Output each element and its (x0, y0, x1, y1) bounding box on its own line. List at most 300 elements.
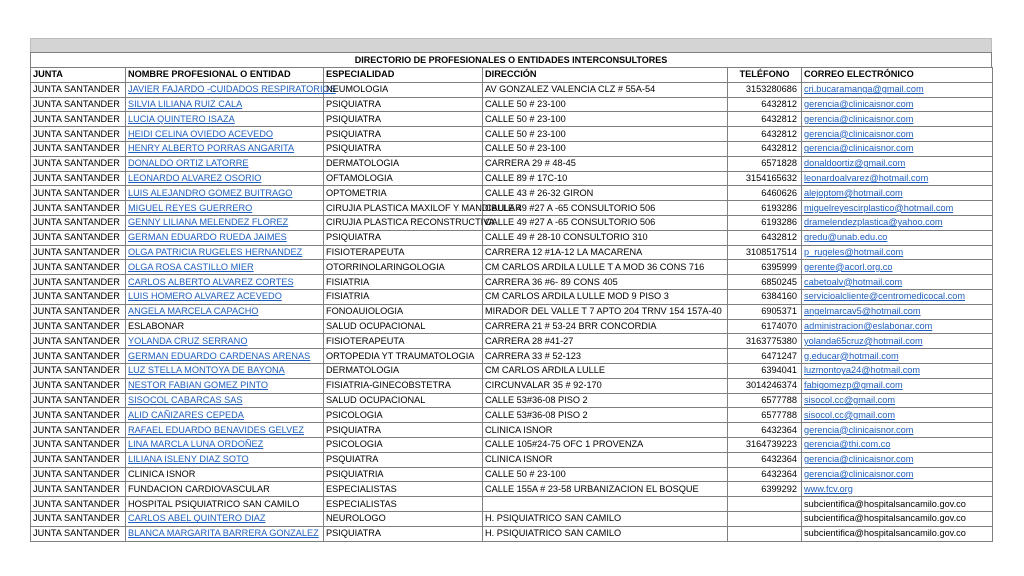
telefono-text: 3108517514 (745, 246, 797, 257)
especialidad-text: PSICOLOGIA (326, 409, 383, 420)
telefono-text: 6432812 (761, 128, 797, 139)
table-row (31, 230, 993, 245)
telefono-text: 6432364 (761, 424, 797, 435)
cell-telefono (728, 215, 802, 230)
junta-text: JUNTA SANTANDER (33, 513, 120, 524)
cell-nombre (126, 112, 324, 127)
telefono-text: 6432364 (761, 454, 797, 465)
cell-telefono (728, 452, 802, 467)
junta-text: JUNTA SANTANDER (33, 143, 120, 154)
telefono-text: 6395999 (761, 261, 797, 272)
table-row (31, 97, 993, 112)
nombre-link[interactable]: GERMAN EDUARDO RUEDA JAIMES (128, 232, 287, 243)
correo-link[interactable]: sisocol.cc@gmail.com (804, 409, 896, 420)
table-row (31, 363, 993, 378)
cell-junta (31, 319, 126, 334)
especialidad-text: FISIOTERAPEUTA (326, 246, 405, 257)
cell-nombre (126, 304, 324, 319)
correo-link[interactable]: administracion@eslabonar.com (804, 320, 933, 331)
nombre-link[interactable]: NESTOR FABIAN GOMEZ PINTO (128, 380, 269, 391)
cell-correo (802, 215, 993, 230)
especialidad-text: SALUD OCUPACIONAL (326, 394, 426, 405)
cell-especialidad (324, 482, 483, 497)
cell-direccion (483, 97, 728, 112)
cell-correo (802, 467, 993, 482)
correo-link[interactable]: yolanda65cruz@hotmail.com (804, 335, 923, 346)
cell-junta (31, 82, 126, 97)
table-row (31, 349, 993, 364)
correo-link[interactable]: cri.bucaramanga@gmail.com (804, 84, 924, 95)
table-row (31, 378, 993, 393)
cell-junta (31, 482, 126, 497)
especialidad-text: PSIQUIATRA (326, 143, 381, 154)
direccion-text: CM CARLOS ARDILA LULLE (485, 365, 605, 376)
cell-telefono (728, 171, 802, 186)
cell-especialidad (324, 511, 483, 526)
junta-text: JUNTA SANTANDER (33, 365, 120, 376)
correo-link[interactable]: dramelendezplastica@yahoo.com (804, 217, 943, 228)
cell-especialidad (324, 319, 483, 334)
nombre-link[interactable]: CARLOS ALBERTO ALVAREZ CORTES (128, 276, 294, 287)
cell-telefono (728, 156, 802, 171)
cell-direccion (483, 319, 728, 334)
cell-especialidad (324, 186, 483, 201)
especialidad-text: PSIQUIATRA (326, 98, 381, 109)
cell-nombre (126, 245, 324, 260)
junta-text: JUNTA SANTANDER (33, 291, 120, 302)
correo-link[interactable]: alejoptom@hotmail.com (804, 187, 903, 198)
cell-junta (31, 511, 126, 526)
especialidad-text: NEUROLOGO (326, 513, 386, 524)
direccion-text: CALLE 89 # 17C-10 (485, 172, 568, 183)
header-nombre: NOMBRE PROFESIONAL O ENTIDAD (126, 68, 324, 83)
telefono-text: 3154165632 (745, 172, 797, 183)
cell-junta (31, 112, 126, 127)
telefono-text: 6577788 (761, 409, 797, 420)
cell-correo (802, 334, 993, 349)
direccion-text: AV GONZALEZ VALENCIA CLZ # 55A-54 (485, 84, 656, 95)
cell-telefono (728, 437, 802, 452)
table-row (31, 408, 993, 423)
telefono-text: 6193286 (761, 202, 797, 213)
cell-especialidad (324, 82, 483, 97)
cell-direccion (483, 437, 728, 452)
telefono-text: 6399292 (761, 483, 797, 494)
correo-link[interactable]: fabigomezp@gmail.com (804, 380, 903, 391)
cell-nombre (126, 260, 324, 275)
table-row (31, 482, 993, 497)
cell-especialidad (324, 201, 522, 216)
direccion-text: CARRERA 28 #41-27 (485, 335, 574, 346)
correo-link[interactable]: leonardoalvarez@hotmail.com (804, 172, 929, 183)
cell-junta (31, 423, 126, 438)
cell-telefono (728, 319, 802, 334)
junta-text: JUNTA SANTANDER (33, 335, 120, 346)
nombre-link[interactable]: MIGUEL REYES GUERRERO (128, 202, 253, 213)
cell-telefono (728, 97, 802, 112)
table-body (31, 82, 993, 541)
correo-link[interactable]: www.fcv.org (804, 483, 853, 494)
cell-direccion (483, 423, 728, 438)
cell-direccion (483, 511, 728, 526)
cell-especialidad (324, 260, 483, 275)
junta-text: JUNTA SANTANDER (33, 172, 120, 183)
cell-nombre (126, 393, 324, 408)
cell-junta (31, 171, 126, 186)
direccion-text: CM CARLOS ARDILA LULLE MOD 9 PISO 3 (485, 291, 669, 302)
table-row (31, 141, 993, 156)
cell-nombre (126, 201, 324, 216)
table-row (31, 467, 993, 482)
nombre-link[interactable]: YOLANDA CRUZ SERRANO (128, 335, 248, 346)
cell-telefono (728, 245, 802, 260)
nombre-link[interactable]: LUZ STELLA MONTOYA DE BAYONA (128, 365, 285, 376)
nombre-link[interactable]: GENNY LILIANA MELENDEZ FLOREZ (128, 217, 289, 228)
direccion-text: CARRERA 36 #6- 89 CONS 405 (485, 276, 618, 287)
nombre-link[interactable]: LUIS ALEJANDRO GOMEZ BUITRAGO (128, 187, 293, 198)
correo-link[interactable]: p_rugeles@hotmail.com (804, 246, 904, 257)
especialidad-text: OTORRINOLARINGOLOGIA (326, 261, 445, 272)
cell-direccion (483, 452, 728, 467)
nombre-link[interactable]: JAVIER FAJARDO -CUIDADOS RESPIRATORIOS (128, 84, 336, 95)
nombre-link[interactable]: HENRY ALBERTO PORRAS ANGARITA (128, 143, 295, 154)
telefono-text: 6432812 (761, 232, 797, 243)
table-row (31, 112, 993, 127)
table-row (31, 156, 993, 171)
cell-junta (31, 526, 126, 541)
cell-direccion (483, 112, 728, 127)
table-row (31, 260, 993, 275)
cell-correo (802, 437, 993, 452)
cell-direccion (483, 378, 728, 393)
cell-junta (31, 275, 126, 290)
correo-link[interactable]: angelmarcav5@hotmail.com (804, 306, 921, 317)
cell-telefono (728, 349, 802, 364)
nombre-link[interactable]: DONALDO ORTIZ LATORRE (128, 158, 249, 169)
cell-nombre (126, 171, 324, 186)
junta-text: JUNTA SANTANDER (33, 394, 120, 405)
cell-especialidad (324, 378, 483, 393)
cell-direccion (483, 363, 728, 378)
cell-telefono (728, 467, 802, 482)
cell-nombre (126, 526, 324, 541)
nombre-link[interactable]: OLGA ROSA CASTILLO MIER (128, 261, 254, 272)
cell-nombre (126, 349, 324, 364)
cell-especialidad (324, 112, 483, 127)
cell-correo (802, 304, 993, 319)
cell-direccion (483, 260, 728, 275)
directory-table (30, 67, 993, 542)
nombre-link[interactable]: LUCIA QUINTERO ISAZA (128, 113, 235, 124)
cell-correo (802, 275, 993, 290)
cell-correo (802, 245, 993, 260)
sheet-top-band (30, 38, 992, 52)
telefono-text: 6905371 (761, 306, 797, 317)
direccion-text: CALLE 105#24-75 OFC 1 PROVENZA (485, 439, 644, 450)
correo-link[interactable]: gredu@unab.edu.co (804, 232, 888, 243)
nombre-link[interactable]: SISOCOL CABARCAS SAS (128, 394, 243, 405)
cell-especialidad (324, 275, 483, 290)
cell-junta (31, 334, 126, 349)
correo-link[interactable]: gerencia@clinicaisnor.com (804, 113, 914, 124)
cell-direccion (483, 156, 728, 171)
cell-nombre (126, 289, 324, 304)
cell-telefono (728, 112, 802, 127)
cell-especialidad (324, 408, 483, 423)
header-especialidad: ESPECIALIDAD (324, 68, 483, 83)
table-row (31, 215, 993, 230)
cell-direccion (483, 141, 728, 156)
nombre-link[interactable]: SILVIA LILIANA RUIZ CALA (128, 98, 243, 109)
junta-text: JUNTA SANTANDER (33, 409, 120, 420)
especialidad-text: DERMATOLOGIA (326, 365, 400, 376)
especialidad-text: PSQUIATRA (326, 454, 379, 465)
cell-junta (31, 186, 126, 201)
cell-direccion (483, 171, 728, 186)
correo-link[interactable]: sisocol.cc@gmail.com (804, 394, 896, 405)
junta-text: JUNTA SANTANDER (33, 306, 120, 317)
cell-telefono (728, 275, 802, 290)
cell-correo (802, 260, 993, 275)
cell-nombre (126, 378, 324, 393)
cell-nombre (126, 497, 324, 512)
cell-correo (802, 393, 993, 408)
correo-text: subcientifica@hospitalsancamilo.gov.co (804, 513, 966, 524)
correo-link[interactable]: miguelreyescirplastico@hotmail.com (804, 202, 954, 213)
cell-direccion (483, 482, 728, 497)
cell-nombre (126, 437, 324, 452)
table-row (31, 511, 993, 526)
table-row (31, 393, 993, 408)
cell-especialidad (324, 363, 483, 378)
direccion-text: CALLE 50 # 23-100 (485, 113, 566, 124)
direccion-text: CALLE 155A # 23-58 URBANIZACION EL BOSQUE (485, 483, 699, 494)
nombre-link[interactable]: HEIDI CELINA OVIEDO ACEVEDO (128, 128, 273, 139)
cell-correo (802, 141, 993, 156)
cell-telefono (728, 260, 802, 275)
cell-nombre (126, 319, 324, 334)
cell-correo (802, 201, 993, 216)
cell-correo (802, 82, 993, 97)
junta-text: JUNTA SANTANDER (33, 483, 120, 494)
correo-link[interactable]: gerencia@thi.com.co (804, 439, 891, 450)
direccion-text: CALLE 49 #27 A -65 CONSULTORIO 506 (485, 202, 656, 213)
direccion-text: CIRCUNVALAR 35 # 92-170 (485, 380, 602, 391)
cell-junta (31, 201, 126, 216)
correo-link[interactable]: luzmontoya24@hotmail.com (804, 365, 921, 376)
cell-junta (31, 156, 126, 171)
table-row (31, 186, 993, 201)
cell-nombre (126, 97, 324, 112)
junta-text: JUNTA SANTANDER (33, 128, 120, 139)
correo-link[interactable]: cabetoalv@hotmail.com (804, 276, 903, 287)
junta-text: JUNTA SANTANDER (33, 202, 120, 213)
table-row (31, 423, 993, 438)
junta-text: JUNTA SANTANDER (33, 261, 120, 272)
cell-especialidad (324, 393, 483, 408)
cell-direccion (483, 393, 728, 408)
cell-nombre (126, 186, 324, 201)
direccion-text: CALLE 50 # 23-100 (485, 128, 566, 139)
especialidad-text: PSIQUIATRA (326, 128, 381, 139)
correo-link[interactable]: gerente@acorl.org.co (804, 261, 893, 272)
correo-link[interactable]: gerencia@clinicaisnor.com (804, 128, 914, 139)
cell-junta (31, 97, 126, 112)
junta-text: JUNTA SANTANDER (33, 528, 120, 539)
telefono-text: 6174070 (761, 320, 797, 331)
especialidad-text: ESPECIALISTAS (326, 498, 397, 509)
cell-nombre (126, 511, 324, 526)
cell-correo (802, 378, 993, 393)
telefono-text: 3163775380 (745, 335, 797, 346)
nombre-link[interactable]: LUIS HOMERO ALVAREZ ACEVEDO (128, 291, 282, 302)
direccion-text: CALLE 53#36-08 PISO 2 (485, 409, 588, 420)
junta-text: JUNTA SANTANDER (33, 454, 120, 465)
direccion-text: CALLE 50 # 23-100 (485, 468, 566, 479)
direccion-text: CALLE 49 #27 A -65 CONSULTORIO 506 (485, 217, 656, 228)
cell-telefono (728, 127, 802, 142)
cell-nombre (126, 127, 324, 142)
nombre-link[interactable]: LINA MARCLA LUNA ORDOÑEZ (128, 439, 264, 450)
especialidad-text: FONOAUIOLOGIA (326, 306, 404, 317)
cell-correo (802, 186, 993, 201)
direccion-text: CALLE 43 # 26-32 GIRON (485, 187, 594, 198)
cell-correo (802, 363, 993, 378)
cell-especialidad (324, 245, 483, 260)
cell-telefono (728, 186, 802, 201)
cell-correo (802, 97, 993, 112)
nombre-link[interactable]: LILIANA ISLENY DIAZ SOTO (128, 454, 249, 465)
junta-text: JUNTA SANTANDER (33, 98, 120, 109)
correo-link[interactable]: gerencia@clinicaisnor.com (804, 143, 914, 154)
cell-especialidad (324, 437, 483, 452)
correo-link[interactable]: g.educar@hotmail.com (804, 350, 899, 361)
cell-direccion (483, 127, 728, 142)
cell-correo (802, 526, 993, 541)
cell-correo (802, 497, 993, 512)
telefono-text: 3164739223 (745, 439, 797, 450)
direccion-text: CALLE 53#36-08 PISO 2 (485, 394, 588, 405)
cell-direccion (483, 245, 728, 260)
cell-junta (31, 215, 126, 230)
nombre-link[interactable]: BLANCA MARGARITA BARRERA GONZALEZ (128, 528, 319, 539)
cell-telefono (728, 408, 802, 423)
correo-link[interactable]: donaldoortiz@gmail.com (804, 158, 906, 169)
cell-junta (31, 304, 126, 319)
header-row (31, 68, 993, 83)
telefono-text: 6432812 (761, 113, 797, 124)
header-junta: JUNTA (31, 68, 126, 83)
telefono-text: 6460626 (761, 187, 797, 198)
nombre-link[interactable]: LEONARDO ALVAREZ OSORIO (128, 172, 262, 183)
cell-especialidad (324, 452, 483, 467)
cell-nombre (126, 482, 324, 497)
telefono-text: 3153280686 (745, 84, 797, 95)
telefono-text: 6432812 (761, 143, 797, 154)
correo-link[interactable]: gerencia@clinicaisnor.com (804, 98, 914, 109)
cell-especialidad (324, 304, 483, 319)
nombre-text: CLINICA ISNOR (128, 468, 196, 479)
table-row (31, 452, 993, 467)
cell-especialidad (324, 215, 495, 230)
table-row (31, 526, 993, 541)
especialidad-text: ORTOPEDIA YT TRAUMATOLOGIA (326, 350, 475, 361)
especialidad-text: PSICOLOGIA (326, 439, 383, 450)
telefono-text: 6850245 (761, 276, 797, 287)
especialidad-text: ESPECIALISTAS (326, 483, 397, 494)
cell-especialidad (324, 526, 483, 541)
cell-direccion (483, 334, 728, 349)
cell-correo (802, 349, 993, 364)
cell-telefono (728, 378, 802, 393)
header-correo: CORREO ELECTRÓNICO (802, 68, 993, 83)
telefono-text: 6193286 (761, 217, 797, 228)
cell-especialidad (324, 141, 483, 156)
junta-text: JUNTA SANTANDER (33, 424, 120, 435)
nombre-link[interactable]: GERMAN EDUARDO CARDENAS ARENAS (128, 350, 311, 361)
nombre-link[interactable]: ANGELA MARCELA CAPACHO (128, 306, 259, 317)
junta-text: JUNTA SANTANDER (33, 439, 120, 450)
cell-direccion (483, 275, 728, 290)
cell-especialidad (324, 334, 483, 349)
cell-especialidad (324, 127, 483, 142)
nombre-link[interactable]: RAFAEL EDUARDO BENAVIDES GELVEZ (128, 424, 304, 435)
cell-direccion (483, 408, 728, 423)
directory-title: DIRECTORIO DE PROFESIONALES O ENTIDADES INTERCONSULTORES (30, 52, 992, 67)
cell-telefono (728, 82, 802, 97)
cell-junta (31, 260, 126, 275)
cell-direccion (483, 526, 728, 541)
correo-link[interactable]: servicioalcliente@centromedicocal.com (804, 291, 965, 302)
nombre-link[interactable]: ALID CAÑIZARES CEPEDA (128, 409, 244, 420)
cell-especialidad (324, 230, 483, 245)
junta-text: JUNTA SANTANDER (33, 187, 120, 198)
cell-nombre (126, 363, 324, 378)
correo-link[interactable]: gerencia@clinicaisnor.com (804, 468, 914, 479)
correo-link[interactable]: gerencia@clinicaisnor.com (804, 424, 914, 435)
especialidad-text: PSIQUIATRA (326, 232, 381, 243)
nombre-text: ESLABONAR (128, 320, 185, 331)
cell-especialidad (324, 171, 483, 186)
junta-text: JUNTA SANTANDER (33, 498, 120, 509)
table-row (31, 201, 993, 216)
cell-direccion (483, 82, 728, 97)
nombre-link[interactable]: OLGA PATRICIA RUGELES HERNANDEZ (128, 246, 303, 257)
especialidad-text: FISIATRIA (326, 276, 370, 287)
nombre-link[interactable]: CARLOS ABEL QUINTERO DIAZ (128, 513, 266, 524)
junta-text: JUNTA SANTANDER (33, 84, 120, 95)
cell-telefono (728, 230, 802, 245)
cell-correo (802, 171, 993, 186)
cell-correo (802, 511, 993, 526)
cell-nombre (126, 423, 324, 438)
cell-nombre (126, 334, 324, 349)
junta-text: JUNTA SANTANDER (33, 232, 120, 243)
especialidad-text: PSIQUIATRA (326, 113, 381, 124)
cell-junta (31, 437, 126, 452)
cell-junta (31, 349, 126, 364)
telefono-text: 3014246374 (745, 380, 797, 391)
cell-especialidad (324, 423, 483, 438)
cell-junta (31, 141, 126, 156)
cell-especialidad (324, 497, 483, 512)
cell-especialidad (324, 97, 483, 112)
telefono-text: 6384160 (761, 291, 797, 302)
correo-link[interactable]: gerencia@clinicaisnor.com (804, 454, 914, 465)
table-row (31, 304, 993, 319)
direccion-text: CLINICA ISNOR (485, 424, 553, 435)
table-row (31, 437, 993, 452)
